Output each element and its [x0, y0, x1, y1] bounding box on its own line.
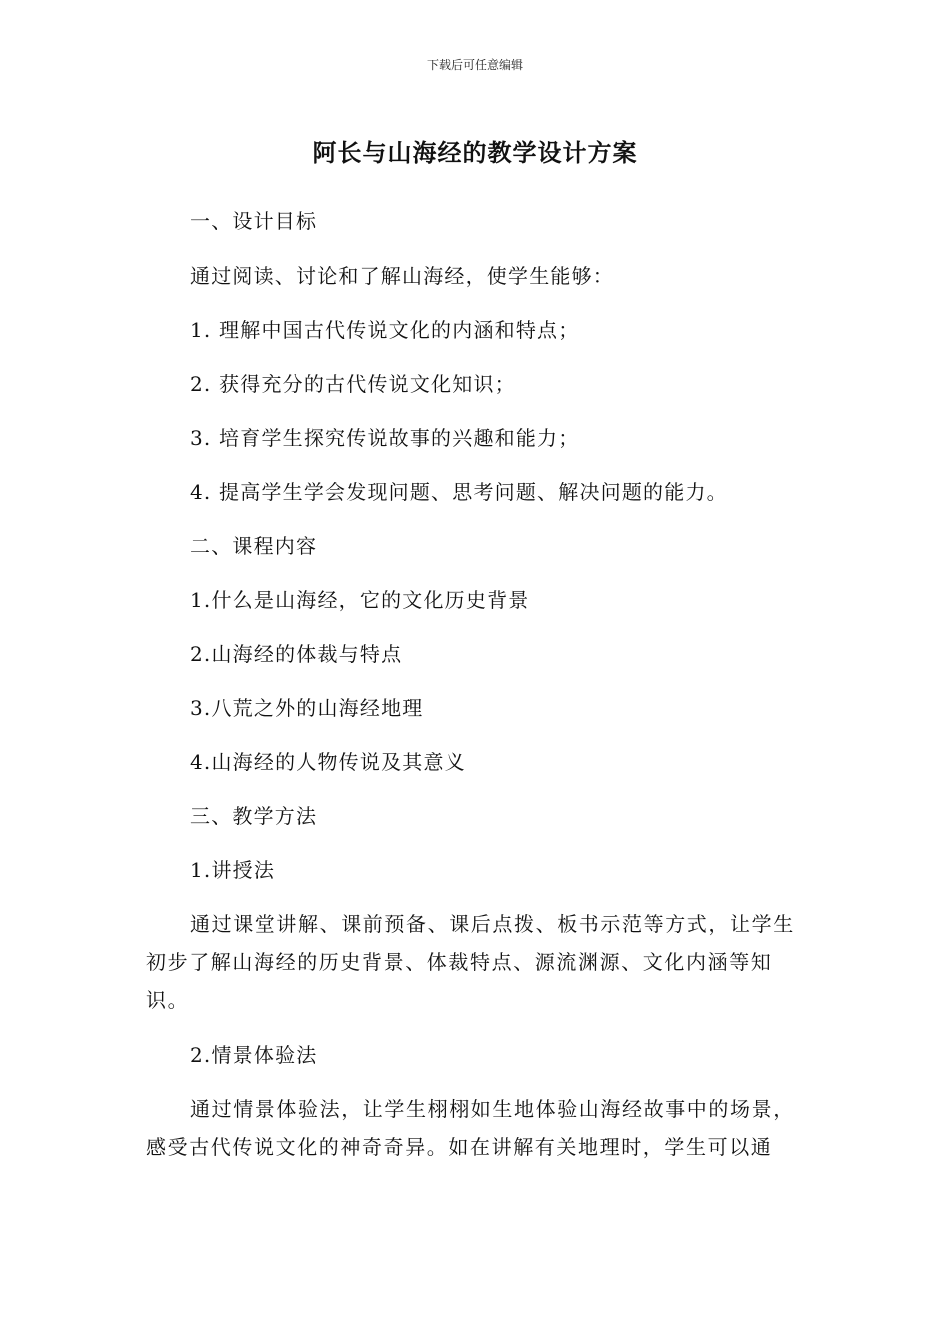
content-item-3: 3.八荒之外的山海经地理	[190, 696, 424, 720]
section-heading-methods: 三、教学方法	[190, 804, 318, 828]
content-item-4: 4.山海经的人物传说及其意义	[190, 750, 466, 774]
method-paragraph-2: 通过情景体验法，让学生栩栩如生地体验山海经故事中的场景，感受古代传说文化的神奇奇异。如在讲解有关地理时，学生可以通	[146, 1097, 795, 1159]
goals-intro: 通过阅读、讨论和了解山海经，使学生能够：	[190, 264, 614, 288]
header-note: 下载后可任意编辑	[426, 58, 523, 72]
section-heading-content: 二、课程内容	[190, 534, 318, 558]
goal-item-2: 2. 获得充分的古代传说文化知识；	[190, 372, 516, 396]
document-title: 阿长与山海经的教学设计方案	[312, 139, 638, 167]
method-heading-2: 2.情景体验法	[190, 1043, 318, 1067]
content-item-2: 2.山海经的体裁与特点	[190, 642, 403, 666]
method-heading-1: 1.讲授法	[190, 858, 276, 882]
goal-item-4: 4. 提高学生学会发现问题、思考问题、解决问题的能力。	[190, 480, 728, 504]
section-heading-goals: 一、设计目标	[190, 209, 318, 233]
content-item-1: 1.什么是山海经，它的文化历史背景	[190, 588, 530, 612]
goal-item-1: 1. 理解中国古代传说文化的内涵和特点；	[190, 318, 580, 342]
goal-item-3: 3. 培育学生探究传说故事的兴趣和能力；	[190, 426, 580, 450]
method-paragraph-1: 通过课堂讲解、课前预备、课后点拨、板书示范等方式，让学生初步了解山海经的历史背景、体裁特点、源流渊源、文化内涵等知识。	[146, 912, 795, 1012]
